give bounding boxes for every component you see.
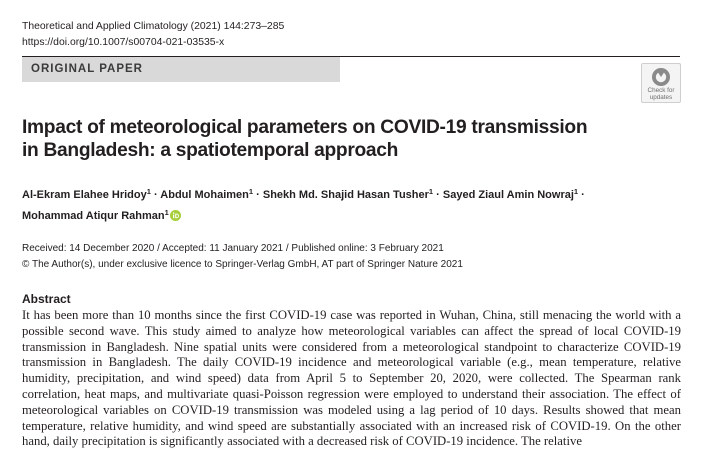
author-affiliation: 1 bbox=[164, 208, 169, 217]
doi-link[interactable]: https://doi.org/10.1007/s00704-021-03535-x bbox=[22, 37, 225, 48]
date-history: Received: 14 December 2020 / Accepted: 11 January 2021 / Published online: 3 February 2021 bbox=[22, 243, 444, 254]
abstract-heading: Abstract bbox=[22, 292, 71, 306]
author-name[interactable]: Abdul Mohaimen bbox=[160, 189, 249, 201]
author-affiliation: 1 bbox=[146, 187, 151, 196]
author-separator: · bbox=[256, 189, 260, 201]
check-updates-label: Check for updates bbox=[647, 87, 675, 101]
author-name[interactable]: Al-Ekram Elahee Hridoy bbox=[22, 189, 147, 201]
journal-info bbox=[22, 19, 284, 51]
author-affiliation: 1 bbox=[573, 187, 579, 196]
paper-title bbox=[22, 116, 587, 162]
author-name[interactable]: Shekh Md. Shajid Hasan Tusher bbox=[262, 189, 429, 201]
publication-dates bbox=[22, 241, 463, 273]
orcid-icon[interactable] bbox=[170, 210, 181, 227]
copyright-notice: © The Author(s), under exclusive licence to Springer-Verlag GmbH, AT part of Springer Nature 2021 bbox=[22, 259, 463, 270]
journal-citation: Theoretical and Applied Climatology (2021) 144:273–285 bbox=[22, 21, 285, 32]
abstract-text: It has been more than 10 months since the first COVID-19 case was reported in Wuhan, China, still menacing the world with a possible second wave. This study aimed to analyze how meteorological variables can affect the spread of local COVID-19 transmission in Bangladesh. Nine spatial units were considered from a meteorological standpoint to characterize COVID-19 transmission in Bangladesh. The daily COVID-19 incidence and meteorological variable (e.g., mean temperature, relative humidity, precipitation, and wind speed) data from April 5 to September 20, 2020, were collected. The Spearman rank correlation, heat maps, and multivariate quasi-Poisson regression were employed to understand their association. The effect of meteorological variables on COVID-19 transmission was modeled using a lag period of 10 days. Results showed that mean temperature, relative humidity, and wind speed are substantially associated with an increased risk of COVID-19. On the other hand, daily precipitation is significantly associated with a decreased risk of COVID-19 incidence. The relative bbox=[22, 308, 681, 449]
title-line-1: Impact of meteorological parameters on COVID-19 transmission bbox=[22, 117, 588, 138]
author-list bbox=[22, 183, 692, 227]
check-for-updates-button[interactable] bbox=[641, 63, 681, 103]
author-name[interactable]: Sayed Ziaul Amin Nowraj bbox=[442, 189, 574, 201]
author-affiliation: 1 bbox=[248, 187, 254, 196]
author-separator: · bbox=[153, 189, 158, 201]
author-separator: · bbox=[581, 189, 585, 201]
author-name[interactable]: Mohammad Atiqur Rahman bbox=[22, 210, 165, 222]
author-affiliation: 1 bbox=[428, 187, 434, 196]
section-label: ORIGINAL PAPER bbox=[22, 57, 340, 82]
check-updates-icon bbox=[651, 67, 671, 87]
author-separator: · bbox=[436, 189, 440, 201]
title-line-2: in Bangladesh: a spatiotemporal approach bbox=[22, 140, 399, 161]
